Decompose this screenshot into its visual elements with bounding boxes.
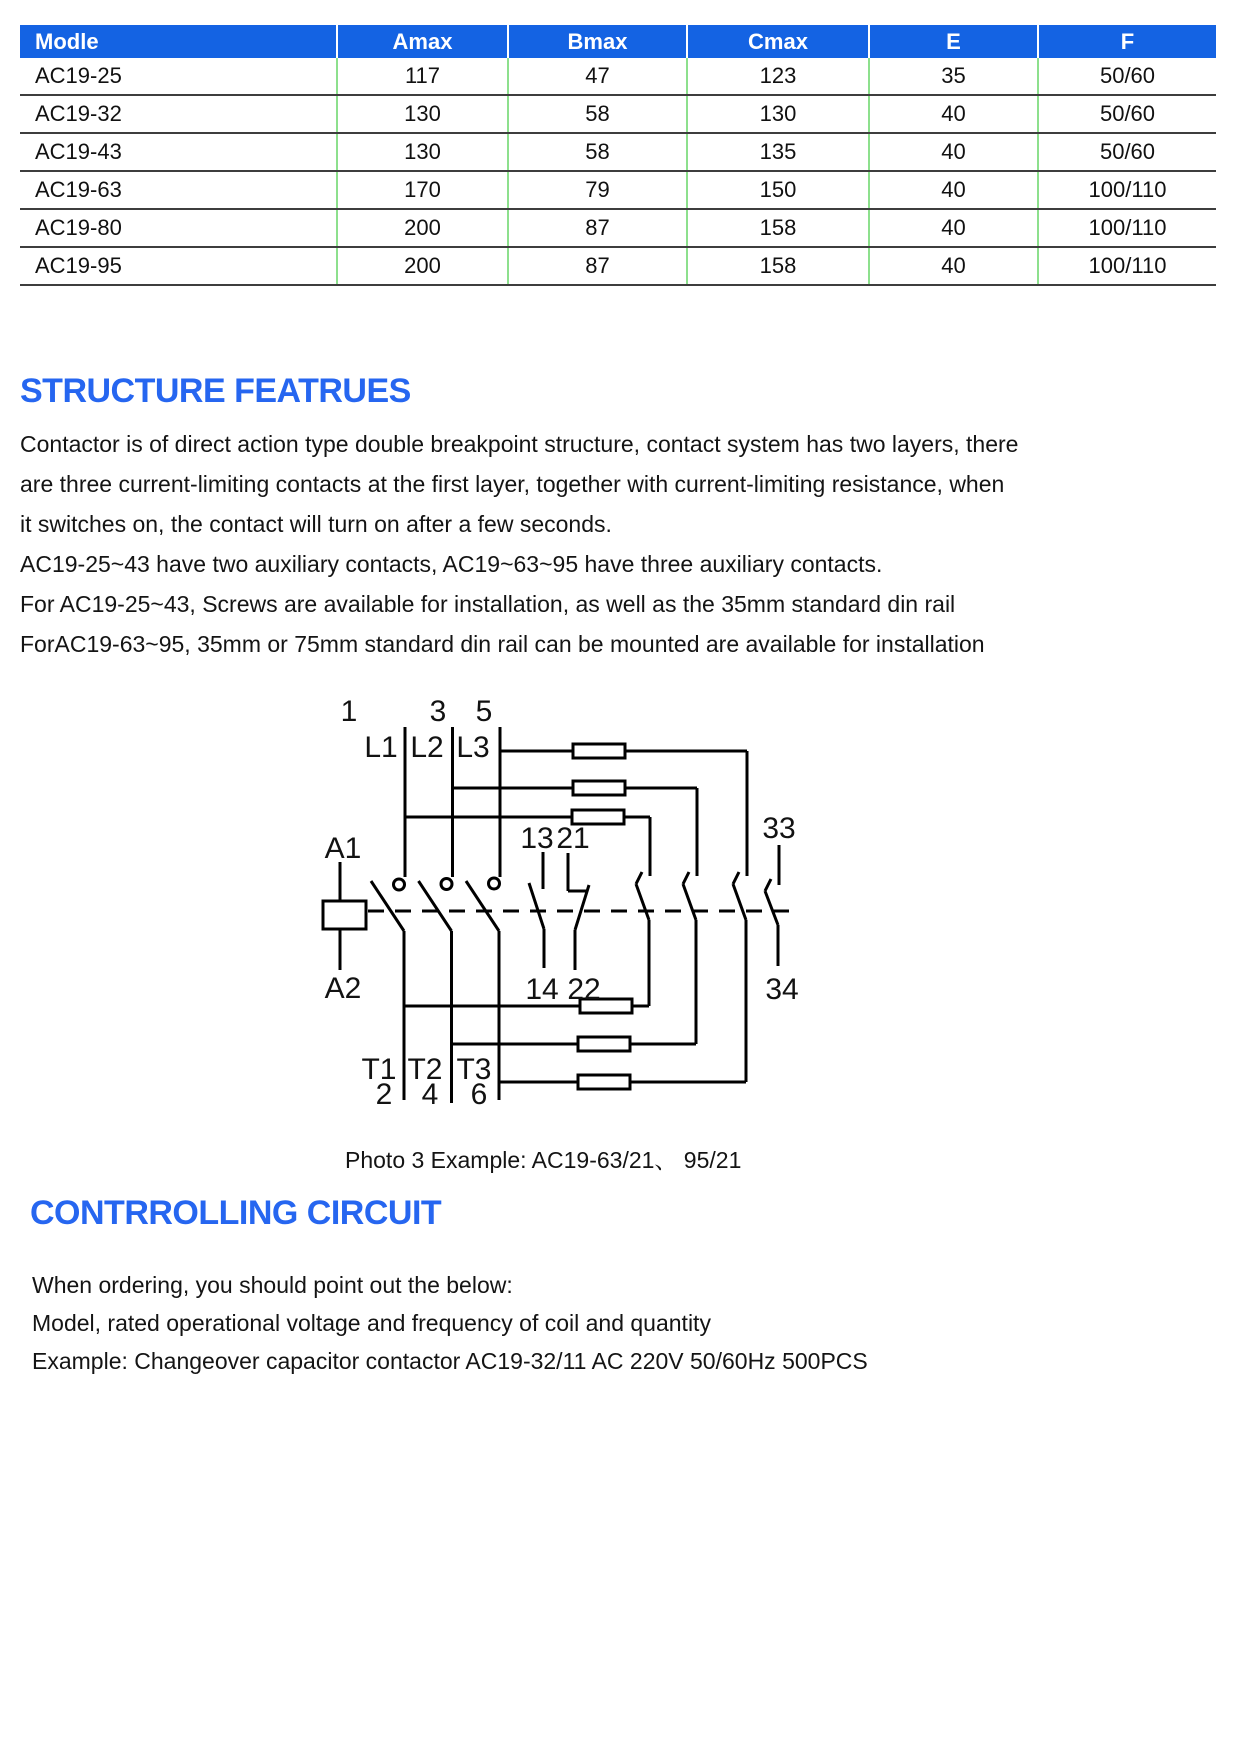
- label-t2: T2: [407, 1053, 443, 1086]
- cell-bmax: 87: [507, 210, 686, 246]
- paragraph-line: are three current-limiting contacts at the first layer, together with current-limiting resistance, when: [20, 471, 1005, 497]
- label-terminal-2: 2: [375, 1078, 393, 1111]
- cell-model: AC19-63: [35, 177, 122, 202]
- label-22: 22: [567, 973, 601, 1006]
- coil-box: [323, 901, 366, 929]
- cell-f: 50/60: [1037, 134, 1216, 170]
- label-21: 21: [556, 822, 590, 855]
- col-header-model: Modle: [35, 28, 99, 54]
- cell-cmax: 150: [686, 172, 868, 208]
- structure-features-paragraph: [20, 424, 1018, 664]
- paragraph-line: ForAC19-63~95, 35mm or 75mm standard din rail can be mounted are available for installation: [20, 631, 985, 657]
- resistor: [573, 744, 625, 758]
- cell-cmax: 158: [686, 248, 868, 284]
- cell-model: AC19-80: [35, 215, 122, 240]
- cell-cmax: 135: [686, 134, 868, 170]
- paragraph-line: When ordering, you should point out the below:: [32, 1272, 513, 1298]
- paragraph-line: Contactor is of direct action type double breakpoint structure, contact system has two layers, there: [20, 431, 1019, 457]
- label-13: 13: [520, 822, 554, 855]
- dimensions-table: [20, 25, 1216, 286]
- label-t3: T3: [456, 1053, 492, 1086]
- label-l1: L1: [364, 731, 398, 764]
- cell-f: 50/60: [1037, 58, 1216, 94]
- label-14: 14: [525, 973, 559, 1006]
- cell-e: 35: [868, 58, 1037, 94]
- cell-f: 50/60: [1037, 96, 1216, 132]
- cell-amax: 117: [336, 58, 507, 94]
- cell-e: 40: [868, 134, 1037, 170]
- cell-bmax: 58: [507, 134, 686, 170]
- cell-cmax: 158: [686, 210, 868, 246]
- table-row: [20, 96, 1216, 134]
- label-a2: A2: [324, 972, 362, 1005]
- resistor: [578, 1075, 630, 1089]
- resistor: [578, 1037, 630, 1051]
- label-terminal-3: 3: [429, 695, 447, 728]
- table-row: [20, 58, 1216, 96]
- cell-e: 40: [868, 172, 1037, 208]
- cell-model: AC19-43: [35, 139, 122, 164]
- cell-amax: 200: [336, 248, 507, 284]
- label-terminal-1: 1: [340, 695, 358, 728]
- diagram-caption: Photo 3 Example: AC19-63/21、 95/21: [345, 1147, 742, 1173]
- fixed-contact-dot: [394, 879, 405, 890]
- cell-model: AC19-32: [35, 101, 122, 126]
- col-header-bmax: Bmax: [507, 25, 686, 58]
- cell-amax: 130: [336, 134, 507, 170]
- cell-f: 100/110: [1037, 172, 1216, 208]
- cell-f: 100/110: [1037, 248, 1216, 284]
- table-header-row: [20, 25, 1216, 58]
- col-header-amax: Amax: [336, 25, 507, 58]
- cell-bmax: 47: [507, 58, 686, 94]
- cell-cmax: 123: [686, 58, 868, 94]
- col-header-f: F: [1037, 25, 1216, 58]
- controlling-circuit-paragraph: [32, 1266, 868, 1380]
- col-header-cmax: Cmax: [686, 25, 868, 58]
- paragraph-line: it switches on, the contact will turn on after a few seconds.: [20, 511, 612, 537]
- label-terminal-4: 4: [421, 1078, 439, 1111]
- cell-amax: 200: [336, 210, 507, 246]
- label-34: 34: [765, 973, 799, 1006]
- diagram-labels: [325, 695, 799, 1111]
- label-l3: L3: [456, 731, 490, 764]
- paragraph-line: Model, rated operational voltage and frequency of coil and quantity: [32, 1310, 711, 1336]
- table-row: [20, 248, 1216, 286]
- fixed-contact-dot: [441, 879, 452, 890]
- cell-bmax: 87: [507, 248, 686, 284]
- col-header-e: E: [868, 25, 1037, 58]
- cell-amax: 170: [336, 172, 507, 208]
- main-poles: [371, 727, 500, 1103]
- fixed-contact-dot: [489, 878, 500, 889]
- cell-e: 40: [868, 210, 1037, 246]
- label-t1: T1: [361, 1053, 397, 1086]
- label-33: 33: [762, 812, 796, 845]
- cell-cmax: 130: [686, 96, 868, 132]
- cell-model: AC19-95: [35, 253, 122, 278]
- table-row: [20, 172, 1216, 210]
- label-a1: A1: [324, 832, 362, 865]
- cell-bmax: 58: [507, 96, 686, 132]
- contactor-circuit-diagram: [285, 680, 815, 1120]
- cell-model: AC19-25: [35, 63, 122, 88]
- table-row: [20, 134, 1216, 172]
- paragraph-line: AC19-25~43 have two auxiliary contacts, AC19~63~95 have three auxiliary contacts.: [20, 551, 883, 577]
- section-title-structure-features: STRUCTURE FEATRUES: [20, 372, 411, 410]
- cell-e: 40: [868, 96, 1037, 132]
- label-terminal-5: 5: [475, 695, 493, 728]
- coil: [323, 862, 366, 970]
- current-limit-contacts: [636, 872, 746, 1082]
- table-row: [20, 210, 1216, 248]
- label-terminal-6: 6: [470, 1078, 488, 1111]
- resistor: [573, 781, 625, 795]
- paragraph-line: For AC19-25~43, Screws are available for installation, as well as the 35mm standard din rail: [20, 591, 956, 617]
- section-title-controlling-circuit: CONTRROLLING CIRCUIT: [30, 1194, 442, 1232]
- cell-amax: 130: [336, 96, 507, 132]
- cell-bmax: 79: [507, 172, 686, 208]
- paragraph-line: Example: Changeover capacitor contactor AC19-32/11 AC 220V 50/60Hz 500PCS: [32, 1348, 868, 1374]
- label-l2: L2: [410, 731, 444, 764]
- cell-f: 100/110: [1037, 210, 1216, 246]
- cell-e: 40: [868, 248, 1037, 284]
